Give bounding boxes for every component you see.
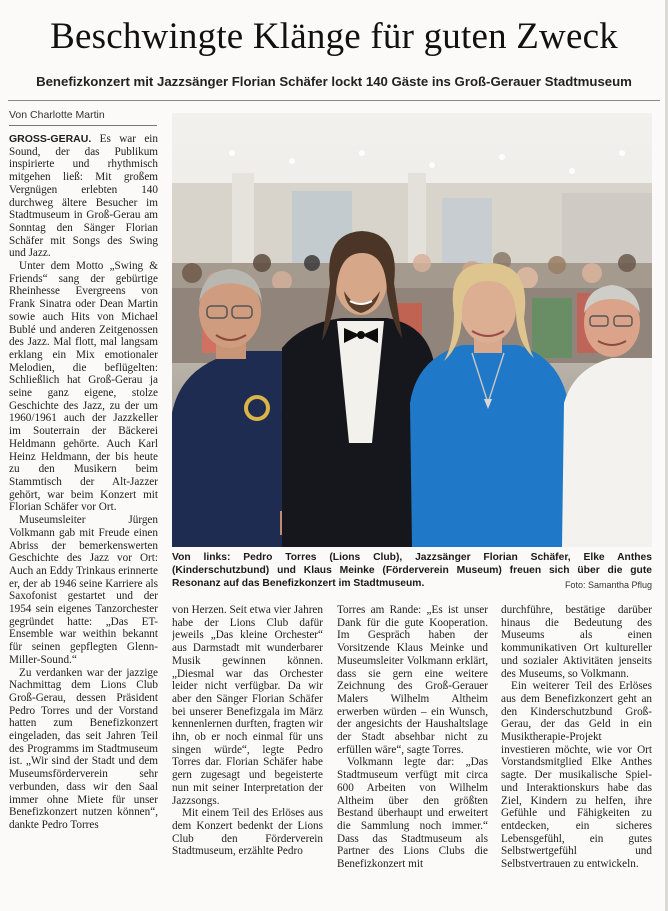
group-photo-illustration	[172, 113, 652, 547]
byline: Von Charlotte Martin	[9, 109, 105, 121]
article-column-1	[9, 133, 158, 899]
paragraph: Ein weiterer Teil des Erlöses aus dem Benefizkonzert geht an den Kinderschutzbund Groß-Gerau, der das Geld in ein Musiktherapie-Projekt investieren möchte, wie vor Ort Vorstandsmitglied Elke Anthes sagte. Der musikalische Spiel- und Interaktionskurs habe das Ziel, Kindern zu helfen, ihre Gefühle und Fähigkeiten zu entdecken, ein sicheres Lebensgefühl, ein gutes Selbstwertgefühl und Selbstvertrauen zu entwickeln.	[501, 680, 652, 871]
photo-credit: Foto: Samantha Pflug	[564, 580, 652, 590]
dateline: GROSS-GERAU.	[9, 133, 92, 145]
paragraph: GROSS-GERAU. Es war ein Sound, der das Publikum inspirierte und rhythmisch mitgehen ließ: Mit großem Vergnügen erlebten 140 durchweg ältere Besucher im Stadtmuseum in Groß-Gerau am Sonntag den Sänger Florian Schäfer mit Songs des Swing und Jazz.	[9, 133, 158, 260]
paragraph: Museumsleiter Jürgen Volkmann gab mit Freude einen Abriss der bemerkenswerten Geschichte des Jazz vor Ort: Auch an Eddy Trinkaus erinnerte er, der ab 1946 seine Karriere als Saxofonist gestartet und der 1954 sein eigenes Tanzorchester gegründet hatte: „Das ET-Ensemble war weithin bekannt für seinen gepflegten Glenn-Miller-Sound.“	[9, 514, 158, 666]
paragraph: von Herzen. Seit etwa vier Jahren habe der Lions Club dafür jeweils „Das kleine Orchester“ aus Darmstadt mit wunderbarer Musik gewinnen können. „Diesmal war das Orchester leider nicht verfügbar. Da wir aber den Sänger Florian Schäfer bei unserer Benefizgala im März kennenlernen durften, fragten wir ihn, ob er noch einmal für uns singen würde“, legte Pedro Torres dar. Florian Schäfer habe gern zugesagt und begeisterte nun mit seiner Interpretation der Jazzsongs.	[172, 604, 323, 807]
event-photo	[172, 113, 652, 547]
subheadline: Benefizkonzert mit Jazzsänger Florian Schäfer lockt 140 Gäste ins Groß-Gerauer Stadtmuseum	[36, 74, 632, 89]
paragraph: Zu verdanken war der jazzige Nachmittag dem Lions Club Groß-Gerau, dessen Präsident Pedro Torres und der Vorstand hatten zum Benefizkonzert eingeladen, das seit Jahren Teil des Programms im Stadtmuseum ist. „Wir sind der Stadt und dem Museumsförderverein sehr verbunden, dass wir den Saal immer ohne Miete für unser Benefizkonzert nutzen können“, dankte Pedro Torres	[9, 666, 158, 831]
article-column-4	[501, 604, 652, 900]
paragraph: Mit einem Teil des Erlöses aus dem Konzert bedenkt der Lions Club den Förderverein Stadtmuseum, erzählte Pedro	[172, 807, 323, 858]
photo-caption: Von links: Pedro Torres (Lions Club), Jazzsänger Florian Schäfer, Elke Anthes (Kinderschutzbund) und Klaus Meinke (Förderverein Museum) freuen sich über die gute Resonanz auf das Benefizkonzert im Stadtmuseum.	[172, 552, 652, 589]
byline-rule	[9, 125, 157, 126]
header-rule	[8, 100, 660, 101]
paragraph: Volkmann legte dar: „Das Stadtmuseum verfügt mit circa 600 Arbeiten von Wilhelm Altheim über den größten Bestand überhaupt und erweitert die Sammlung noch immer.“ Dass das Stadtmuseum als Partner des Lions Clubs die Benefizkonzert mit	[337, 756, 488, 871]
paragraph: Torres am Rande: „Es ist unser Dank für die gute Kooperation. Im Gespräch haben der Vorsitzende Klaus Meinke und Museumsleiter Volkmann erklärt, dass sie gern eine weitere Zeichnung des Groß-Gerauer Malers Wilhelm Altheim erwerben würden – ein Wunsch, der angesichts der Haushaltslage der Stadt absehbar nicht zu erfüllen wäre“, sagte Torres.	[337, 604, 488, 756]
paragraph: durchführe, bestätige darüber hinaus die Bedeutung des Museums als einen kommunikativen Ort kultureller und sozialer Aktivitäten jenseits des Museums, so Volkmann.	[501, 604, 652, 680]
paragraph: Unter dem Motto „Swing & Friends“ sang der gebürtige Rheinhesse Evergreens von Frank Sinatra oder Dean Martin sowie auch Hits von Michael Bublé und anderen Zeitgenossen des Jazz. Mal flott, mal langsam erklang ein Mix emotionaler Melodien, die beflügelten: Schließlich hat Groß-Gerau ja seine ganz eigene, stolze Geschichte des Jazz, zu der um 1960/1961 auch der Jazzkeller im Souterrain der Bäckerei Heldmann gehörte. Auch Karl Heinz Heldmann, der bis heute zu den Musikern beim Stammtisch der Alt-Jazzer gehört, war beim Konzert mit Florian Schäfer vor Ort.	[9, 260, 158, 514]
headline: Beschwingte Klänge für guten Zweck	[50, 16, 618, 57]
article-column-3	[337, 604, 488, 900]
article-column-2	[172, 604, 323, 900]
